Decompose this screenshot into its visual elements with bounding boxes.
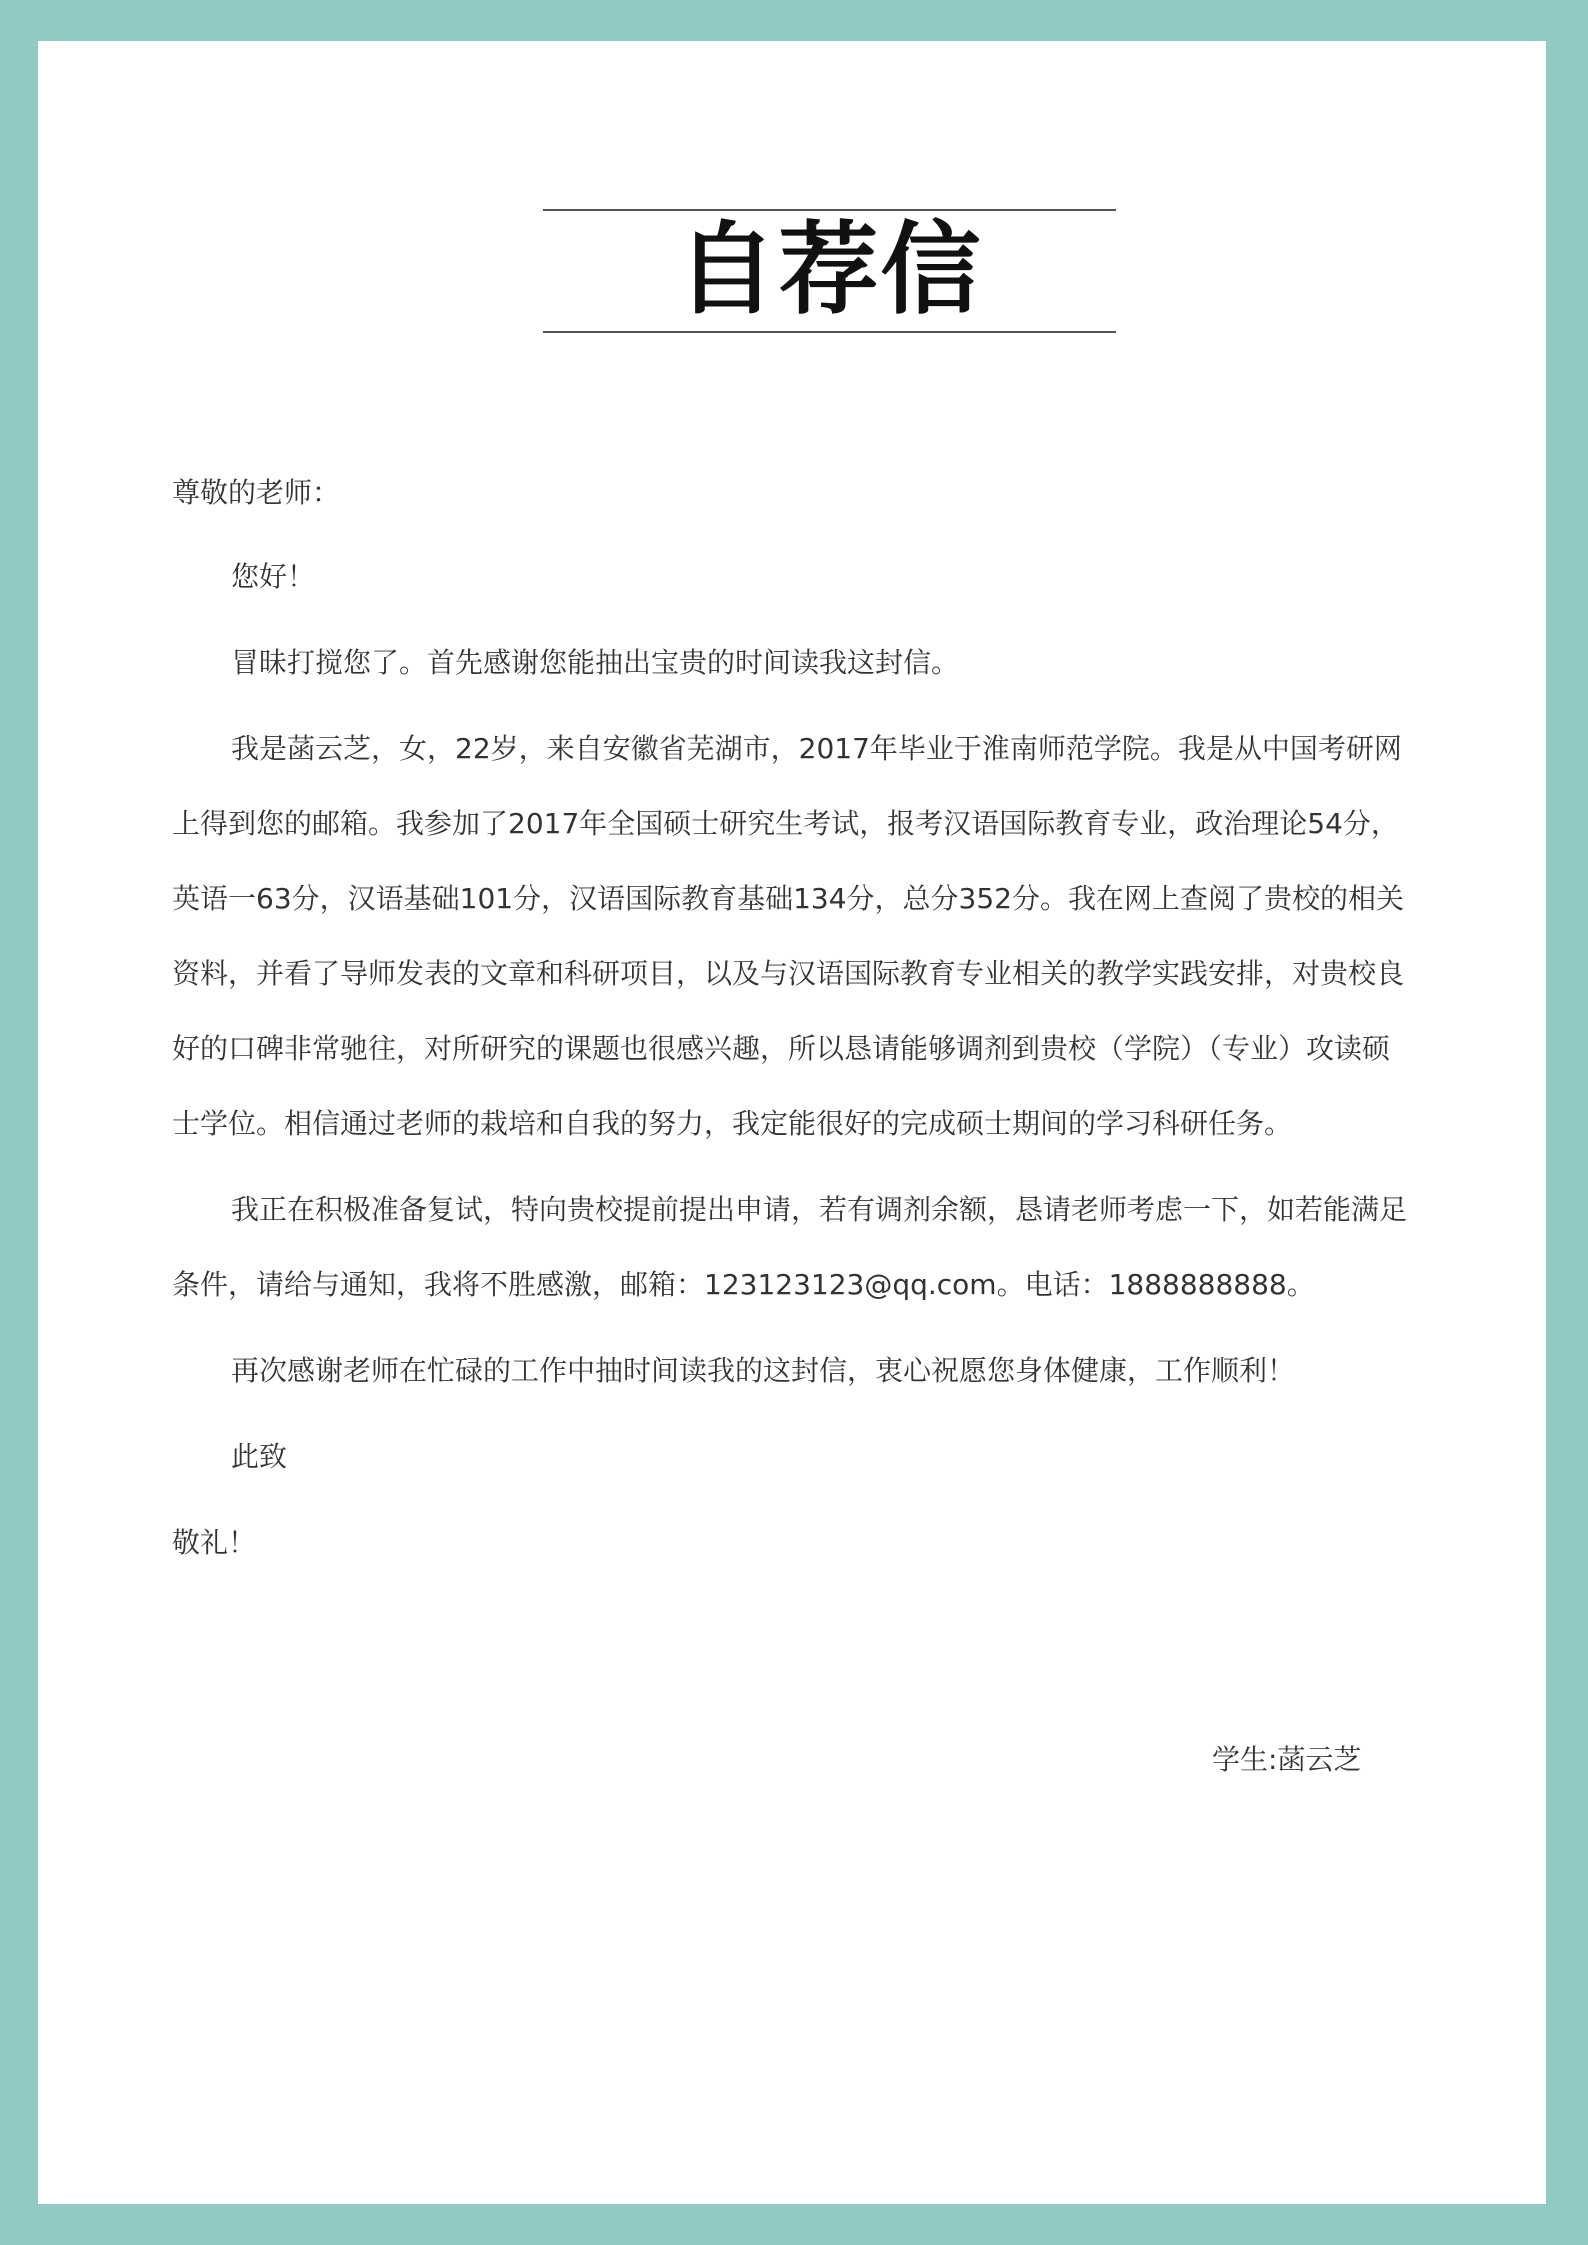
paragraph-thanks: 再次感谢老师在忙碌的工作中抽时间读我的这封信，衷心祝愿您身体健康，工作顺利！ <box>231 1354 1296 1387</box>
letter-body <box>172 455 1412 1580</box>
title-bottom-rule <box>543 331 1116 333</box>
paragraph-introduction: 我是菡云芝，女，22岁，来自安徽省芜湖市，2017年毕业于淮南师范学院。我是从中国考研网上得到您的邮箱。我参加了2017年全国硕士研究生考试，报考汉语国际教育专业，政治理论54分，英语一63分，汉语基础101分，汉语国际教育基础134分，总分352分。我在网上查阅了贵校的相关资料，并看了导师发表的文章和科研项目，以及与汉语国际教育专业相关的教学实践安排，对贵校良好的口碑非常驰往，对所研究的课题也很感兴趣，所以恳请能够调剂到贵校（学院）（专业）攻读硕士学位。相信通过老师的栽培和自我的努力，我定能很好的完成硕士期间的学习科研任务。 <box>172 732 1405 1140</box>
page-title: 自荐信 <box>676 211 983 328</box>
paragraph-request: 我正在积极准备复试，特向贵校提前提出申请，若有调剂余额，恳请老师考虑一下，如若能满足条件，请给与通知，我将不胜感激，邮箱：123123123@qq.com。电话：1888888888。 <box>172 1193 1408 1301</box>
paragraph-apology: 冒昧打搅您了。首先感谢您能抽出宝贵的时间读我这封信。 <box>231 646 960 679</box>
closing-cizhi: 此致 <box>231 1440 288 1473</box>
signature: 学生:菡云芝 <box>1212 1743 1362 1776</box>
salutation: 尊敬的老师： <box>172 476 341 509</box>
closing-jingli: 敬礼！ <box>172 1526 257 1559</box>
greeting: 您好！ <box>231 560 316 593</box>
title-block <box>543 209 1116 333</box>
